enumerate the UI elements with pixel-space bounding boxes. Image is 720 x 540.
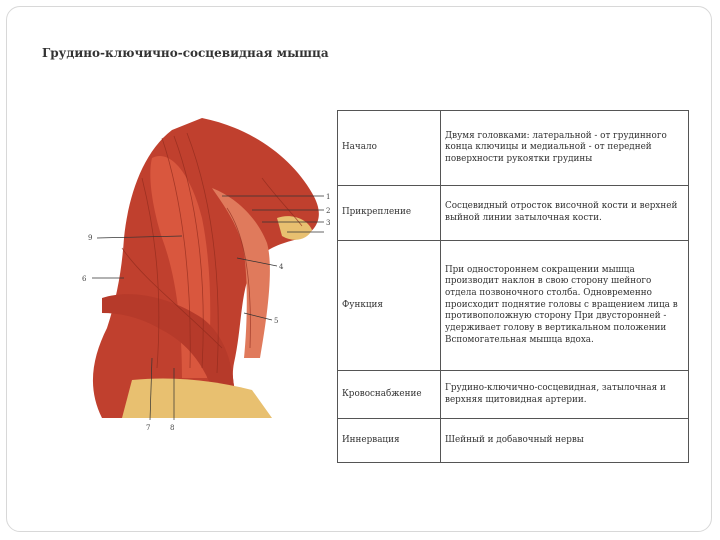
table-row — [338, 241, 689, 371]
table-row — [338, 419, 689, 463]
muscle-info-table — [337, 110, 689, 463]
row-label-origin: Начало — [338, 111, 441, 186]
row-value-origin: Двумя головками: латеральной - от грудинного конца ключицы и медиальной - от передней поверхности рукоятки грудины — [441, 111, 689, 186]
row-value-innervation: Шейный и добавочный нервы — [441, 419, 689, 463]
figure-label-3: 3 — [326, 219, 331, 227]
figure-label-1: 1 — [326, 193, 331, 201]
figure-label-6: 6 — [82, 275, 87, 283]
row-label-insertion: Прикрепление — [338, 186, 441, 241]
row-label-blood-supply: Кровоснабжение — [338, 371, 441, 419]
figure-label-9: 9 — [88, 234, 93, 242]
row-value-insertion: Сосцевидный отросток височной кости и верхней выйной линии затылочная кости. — [441, 186, 689, 241]
figure-label-2: 2 — [326, 207, 331, 215]
figure-label-7: 7 — [146, 424, 151, 432]
table-row — [338, 371, 689, 419]
row-label-innervation: Иннервация — [338, 419, 441, 463]
figure-label-4: 4 — [279, 263, 284, 271]
row-value-blood-supply: Грудино-ключично-сосцевидная, затылочная и верхняя щитовидная артерии. — [441, 371, 689, 419]
slide-title: Грудино-ключично-сосцевидная мышца — [42, 46, 329, 60]
table-row — [338, 111, 689, 186]
row-value-function: При одностороннем сокращении мышца производит наклон в свою сторону шейного отдела позвоночного столба. Одновременно происходит поднятие головы с вращением лица в противоположную сторону При двусторонней - удерживает голову в вертикальном положении Вспомогательная мышца вдоха. — [441, 241, 689, 371]
row-label-function: Функция — [338, 241, 441, 371]
neck-muscles-illustration — [62, 118, 352, 434]
table-row — [338, 186, 689, 241]
figure-label-5: 5 — [274, 317, 279, 325]
figure-label-8: 8 — [170, 424, 175, 432]
